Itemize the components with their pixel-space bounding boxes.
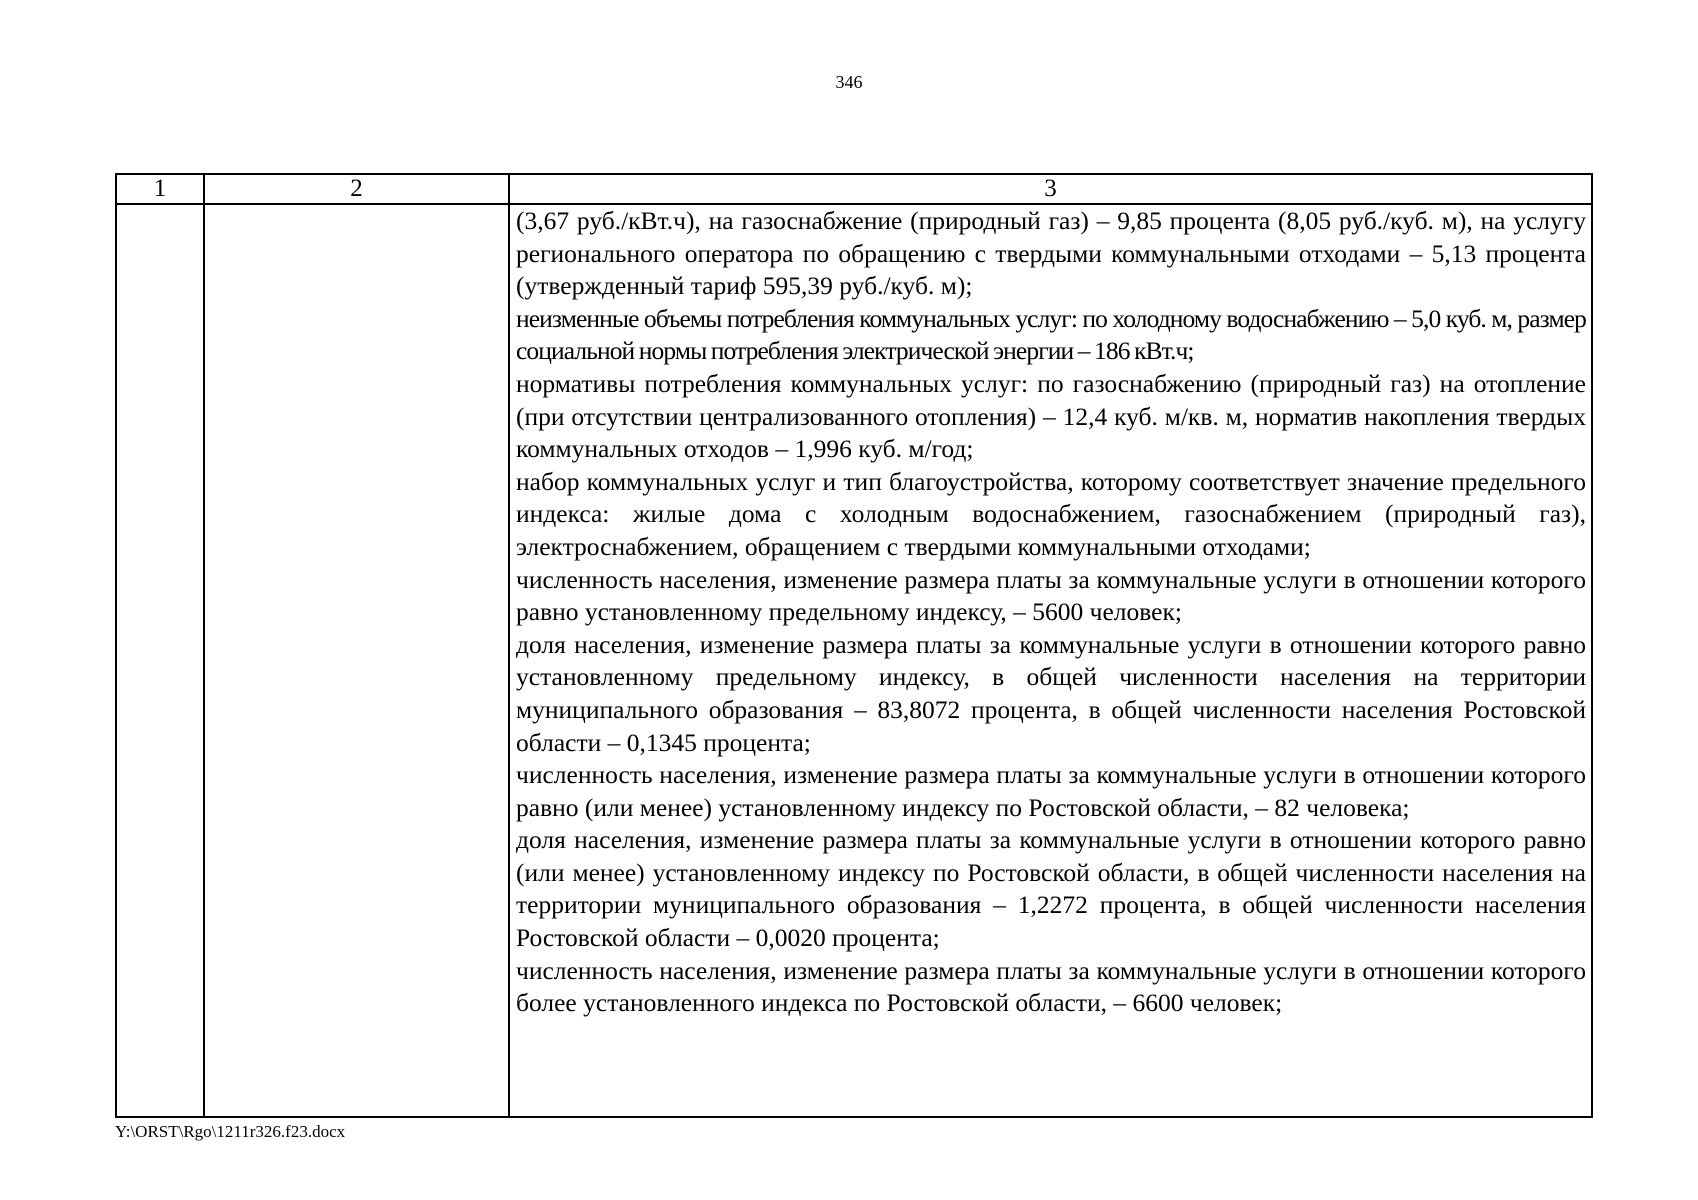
page-number: 346 xyxy=(835,72,863,92)
paragraph: (3,67 руб./кВт.ч), на газоснабжение (природный газ) – 9,85 процента (8,05 руб./куб. м), на услугу регионального оператора по обращению с твердыми коммунальными отходами – 5,13 процента (утвержденный тариф 595,39 руб./куб. м); xyxy=(516,206,1586,301)
paragraph: неизменные объемы потребления коммунальных услуг: по холодному водоснабжению – 5,0 куб. м, размер социальной нормы потребления электрической энергии – 186 кВт.ч; xyxy=(516,303,1586,366)
paragraph: доля населения, изменение размера платы за коммунальные услуги в отношении которого равно установленному предельному индексу, в общей численности населения на территории муниципального образования – 83,8072 процента, в общей численности населения Ростовской области – 0,1345 процента; xyxy=(516,629,1586,757)
column-2-cell xyxy=(204,204,509,1117)
column-header-3: 3 xyxy=(509,174,1592,204)
paragraph: доля населения, изменение размера платы за коммунальные услуги в отношении которого равно (или менее) установленному индексу по Ростовской области, в общей численности населения на территории муниципального образования – 1,2272 процента, в общей численности населения Ростовской области – 0,0020 процента; xyxy=(516,825,1586,953)
table-row xyxy=(116,204,1592,1117)
paragraph: численность населения, изменение размера платы за коммунальные услуги в отношении которого равно установленному предельному индексу, – 5600 человек; xyxy=(516,564,1586,627)
column-header-1: 1 xyxy=(116,174,204,204)
paragraph: численность населения, изменение размера платы за коммунальные услуги в отношении которого более установленного индекса по Ростовской области, – 6600 человек; xyxy=(516,955,1586,1018)
column-3-cell xyxy=(509,204,1592,1117)
column-1-cell xyxy=(116,204,204,1117)
content-table xyxy=(115,173,1593,1118)
paragraph: набор коммунальных услуг и тип благоустройства, которому соответствует значение предельного индекса: жилые дома с холодным водоснабжением, газоснабжением (природный газ), электроснабжением, обращением с твердыми коммунальными отходами; xyxy=(516,466,1586,561)
file-path: Y:\ORST\Rgo\1211r326.f23.docx xyxy=(115,1122,346,1141)
column-header-2: 2 xyxy=(204,174,509,204)
table-header-row xyxy=(116,174,1592,204)
paragraph: нормативы потребления коммунальных услуг: по газоснабжению (природный газ) на отопление (при отсутствии централизованного отопления) – 12,4 куб. м/кв. м, норматив накопления твердых коммунальных отходов – 1,996 куб. м/год; xyxy=(516,368,1586,464)
paragraph: численность населения, изменение размера платы за коммунальные услуги в отношении которого равно (или менее) установленному индексу по Ростовской области, – 82 человека; xyxy=(516,760,1586,822)
